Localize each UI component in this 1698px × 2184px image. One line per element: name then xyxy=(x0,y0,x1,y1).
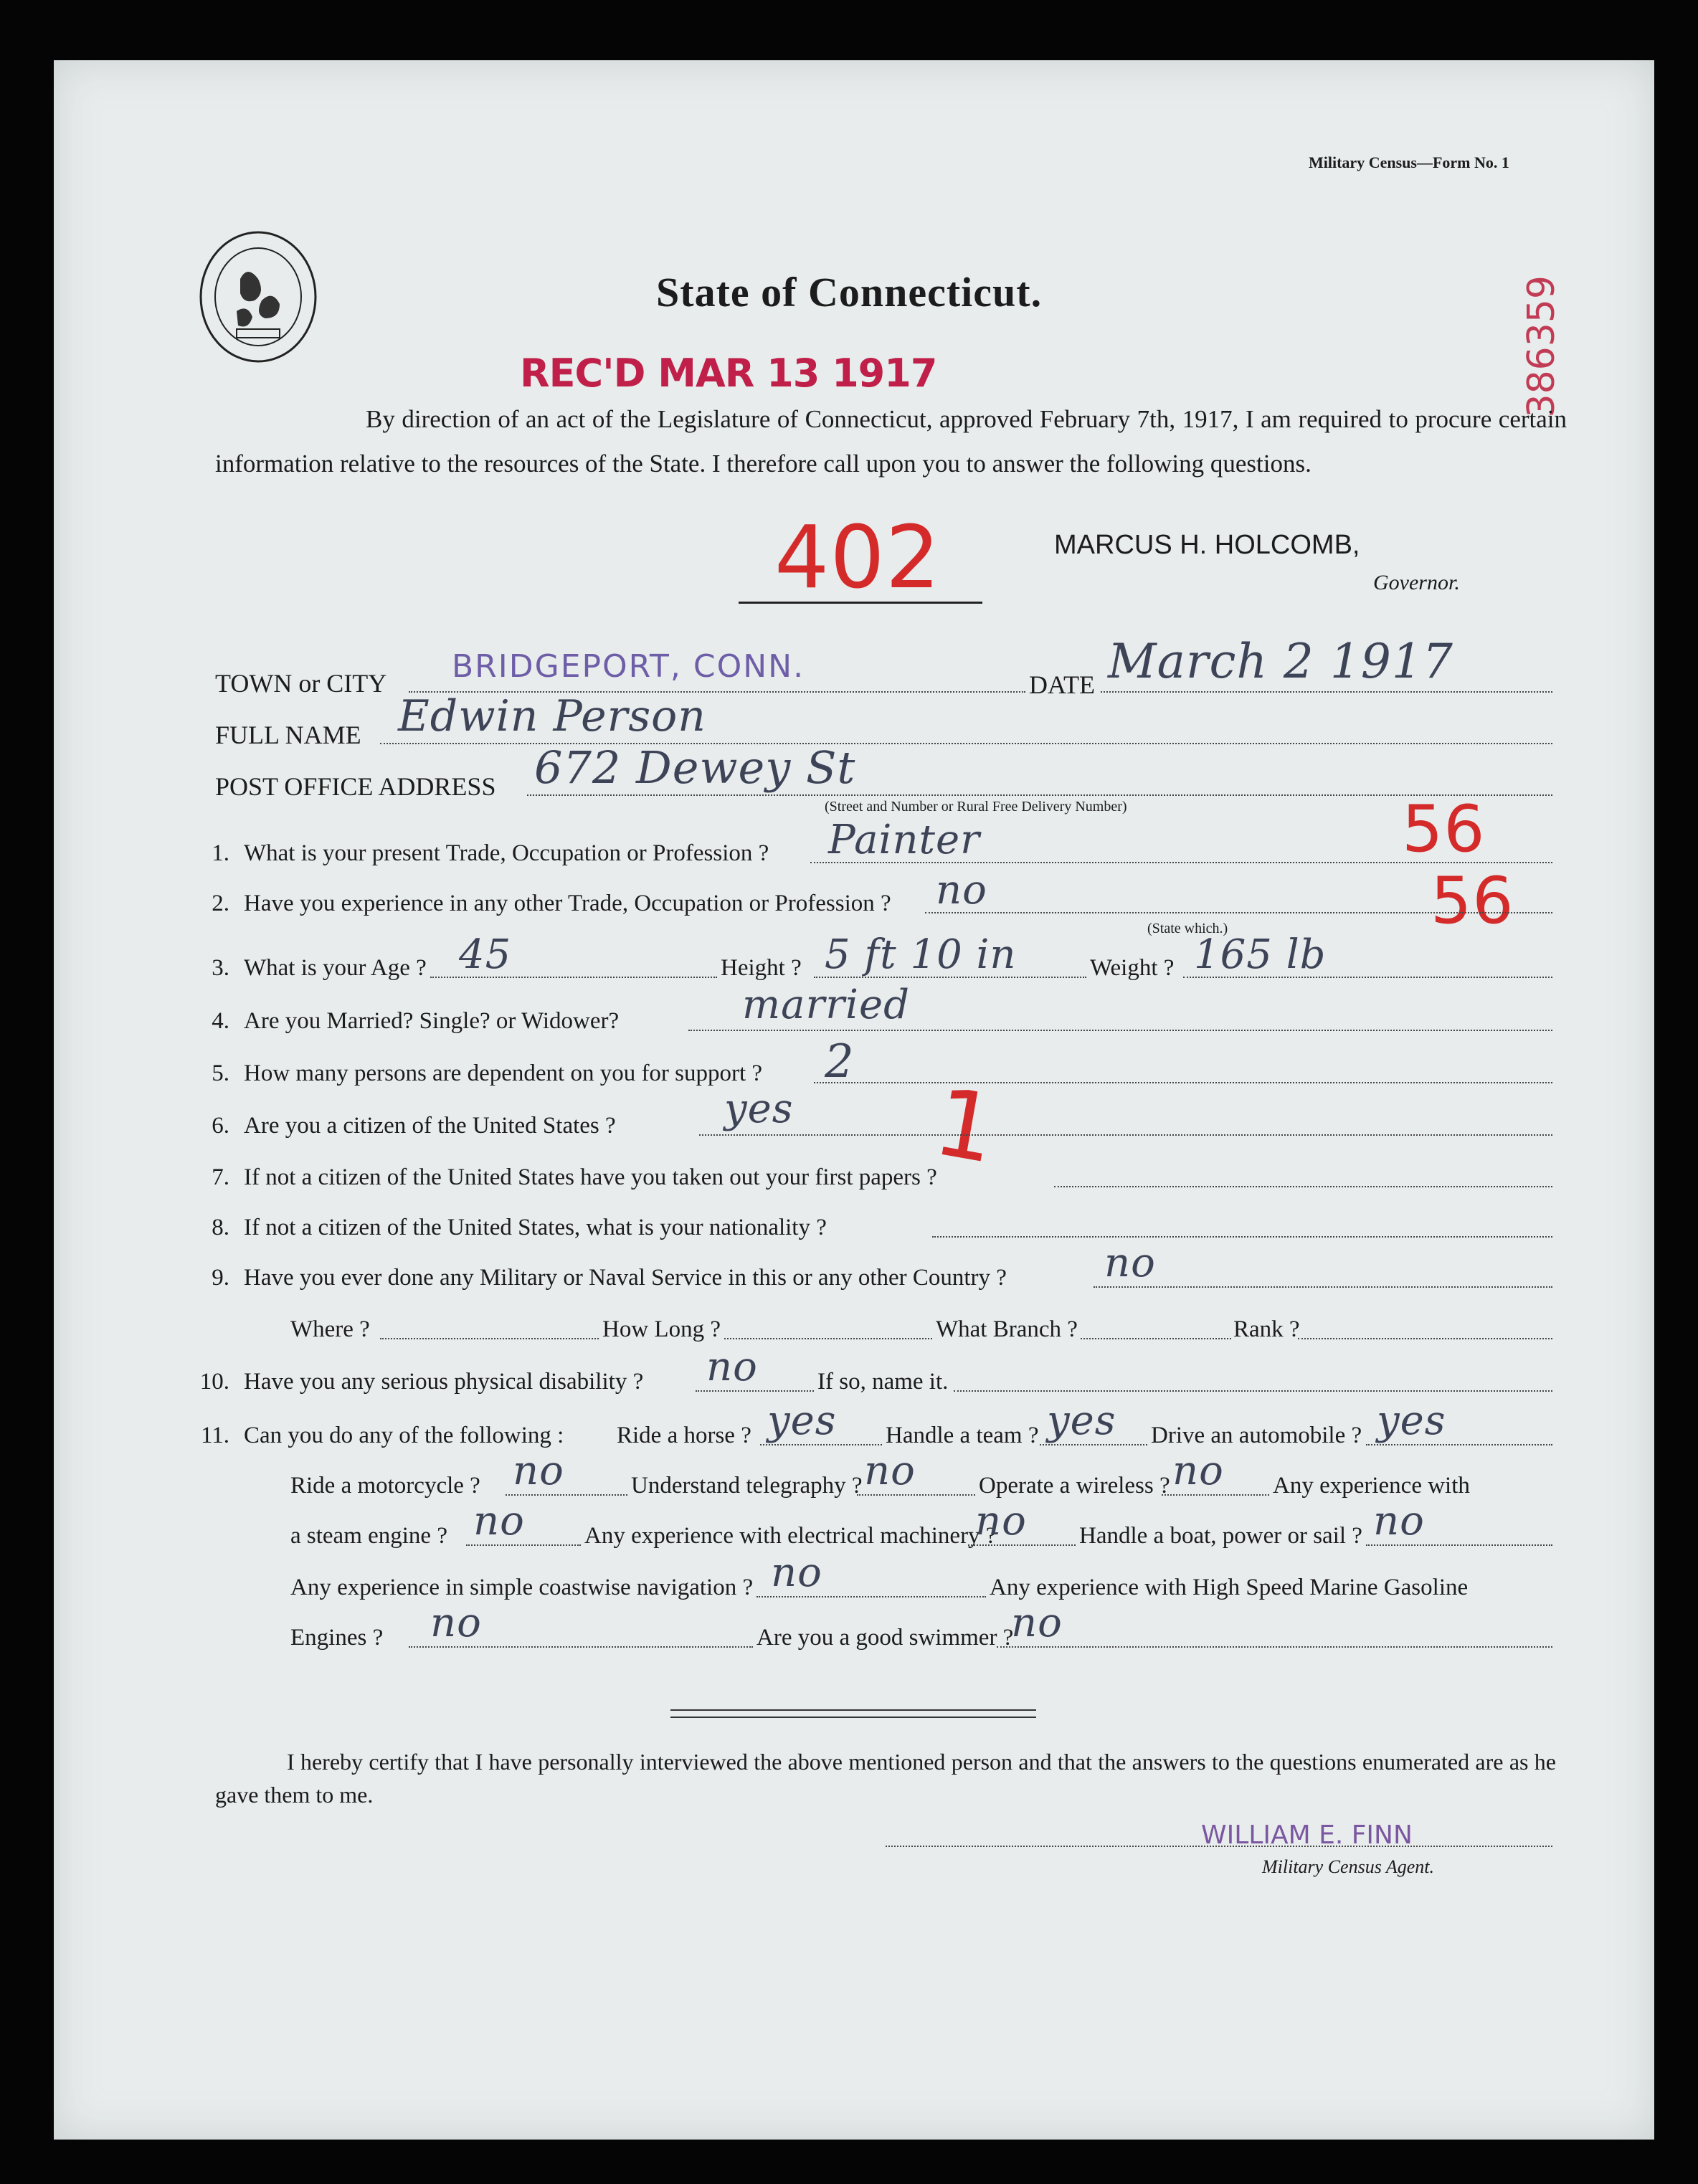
q1-number: 1. xyxy=(212,840,229,866)
q4-number: 4. xyxy=(212,1008,229,1034)
q11-navigation-line xyxy=(756,1596,986,1597)
address-label: POST OFFICE ADDRESS xyxy=(215,772,496,801)
q10-text: Have you any serious physical disability ? xyxy=(244,1369,644,1395)
q11-swimmer-line xyxy=(997,1646,1552,1648)
date-value[interactable]: March 2 1917 xyxy=(1108,634,1453,689)
received-stamp: REC'D MAR 13 1917 xyxy=(520,351,937,396)
q1-text: What is your present Trade, Occupation or Profession ? xyxy=(244,840,769,866)
intro-paragraph: By direction of an act of the Legislature of Connecticut, approved February 7th, 1917, I am required to procure certain information relative to the resources of the State. I therefore call upon you to answer the following questions. xyxy=(215,405,1567,478)
q9-how-long-line xyxy=(724,1338,932,1339)
q11-boat-answer[interactable]: no xyxy=(1373,1498,1425,1544)
q5-line xyxy=(814,1082,1552,1083)
q9-branch-label: What Branch ? xyxy=(936,1316,1078,1342)
q8-number: 8. xyxy=(212,1215,229,1240)
q11-marine-pre: Any experience with High Speed Marine Gasoline xyxy=(990,1575,1469,1600)
q1-answer[interactable]: Painter xyxy=(828,817,980,863)
q11-engines-label: Engines ? xyxy=(290,1625,384,1651)
q11-boat-label: Handle a boat, power or sail ? xyxy=(1079,1523,1362,1549)
q11-telegraphy-label: Understand telegraphy ? xyxy=(631,1473,863,1499)
q11-engines-answer[interactable]: no xyxy=(430,1600,482,1646)
q11-handle-team-answer[interactable]: yes xyxy=(1047,1397,1116,1444)
q3-weight-value[interactable]: 165 lb xyxy=(1194,931,1327,978)
q11-telegraphy-line xyxy=(857,1494,975,1496)
q11-steam-pre: Any experience with xyxy=(1273,1473,1470,1499)
q11-drive-auto-answer[interactable]: yes xyxy=(1377,1397,1446,1444)
q6-answer[interactable]: yes xyxy=(724,1086,794,1132)
q11-drive-auto-label: Drive an automobile ? xyxy=(1151,1423,1362,1448)
q11-handle-team-line xyxy=(1040,1444,1147,1445)
q9-where-label: Where ? xyxy=(290,1316,370,1342)
q11-wireless-label: Operate a wireless ? xyxy=(979,1473,1170,1499)
q4-answer[interactable]: married xyxy=(742,982,910,1028)
q3-answer[interactable]: 45 xyxy=(459,931,512,978)
q11-navigation-label: Any experience in simple coastwise navigation ? xyxy=(290,1575,754,1600)
serial-number: 386359 xyxy=(1520,275,1563,418)
address-line xyxy=(527,794,1552,796)
q3-number: 3. xyxy=(212,955,229,981)
q11-number: 11. xyxy=(200,1423,229,1448)
certification-text: I hereby certify that I have personally interviewed the above mentioned person and that the answers to the questions enumerated are as he gave them to me. xyxy=(215,1749,1556,1808)
town-label: TOWN or CITY xyxy=(215,669,387,698)
q11-ride-horse-line xyxy=(760,1444,882,1445)
underline-rule xyxy=(739,602,982,604)
q11-electrical-label: Any experience with electrical machinery ? xyxy=(584,1523,997,1549)
town-value[interactable]: BRIDGEPORT, CONN. xyxy=(452,648,805,685)
address-note: (Street and Number or Rural Free Delivery Number) xyxy=(825,799,1127,815)
q11-steam-answer[interactable]: no xyxy=(473,1498,525,1544)
q11-steam-line xyxy=(466,1544,581,1546)
q8-text: If not a citizen of the United States, what is your nationality ? xyxy=(244,1215,827,1240)
q3-height-value[interactable]: 5 ft 10 in xyxy=(825,931,1017,978)
q11-ride-moto-line xyxy=(506,1494,627,1496)
q7-line xyxy=(1054,1186,1552,1187)
form-id: Military Census—Form No. 1 xyxy=(1309,153,1509,171)
q5-number: 5. xyxy=(212,1060,229,1086)
q9-line xyxy=(1094,1286,1552,1288)
q8-line xyxy=(932,1236,1552,1238)
q3-text: What is your Age ? xyxy=(244,955,427,981)
q10-number: 10. xyxy=(199,1369,229,1395)
q6-line xyxy=(699,1134,1552,1136)
agent-title: Military Census Agent. xyxy=(1262,1856,1435,1877)
red-mark-56a: 56 xyxy=(1402,792,1486,867)
q9-rank-label: Rank ? xyxy=(1233,1316,1300,1342)
q11-navigation-answer[interactable]: no xyxy=(771,1549,822,1596)
address-value[interactable]: 672 Dewey St xyxy=(534,741,856,794)
q7-number: 7. xyxy=(212,1164,229,1190)
agent-name: WILLIAM E. FINN xyxy=(1201,1820,1413,1850)
q5-answer[interactable]: 2 xyxy=(825,1035,855,1088)
q11-electrical-line xyxy=(968,1544,1076,1546)
q9-text: Have you ever done any Military or Naval Service in this or any other Country ? xyxy=(244,1265,1007,1291)
q5-text: How many persons are dependent on you for support ? xyxy=(244,1060,763,1086)
q10-name-label: If so, name it. xyxy=(817,1369,949,1395)
date-label: DATE xyxy=(1029,670,1095,699)
q10-answer[interactable]: no xyxy=(706,1344,758,1390)
q2-answer[interactable]: no xyxy=(936,867,987,913)
q11-swimmer-answer[interactable]: no xyxy=(1011,1600,1063,1646)
q6-text: Are you a citizen of the United States ? xyxy=(244,1113,616,1139)
q9-number: 9. xyxy=(212,1265,229,1291)
q11-wireless-line xyxy=(1162,1494,1269,1496)
q11-ride-horse-label: Ride a horse ? xyxy=(617,1423,751,1448)
q11-ride-horse-answer[interactable]: yes xyxy=(767,1397,837,1444)
q11-steam-label: a steam engine ? xyxy=(290,1523,447,1549)
q2-line xyxy=(925,912,1552,913)
q10-name-line xyxy=(954,1390,1552,1392)
q4-text: Are you Married? Single? or Widower? xyxy=(244,1008,620,1034)
date-line xyxy=(1101,691,1552,693)
q11-drive-auto-line xyxy=(1366,1444,1552,1445)
q11-telegraphy-answer[interactable]: no xyxy=(864,1448,916,1494)
name-value[interactable]: Edwin Person xyxy=(398,691,706,741)
q2-note: (State which.) xyxy=(1147,921,1228,936)
q9-rank-line xyxy=(1298,1338,1552,1339)
census-form-page xyxy=(54,60,1654,2140)
state-seal xyxy=(197,229,319,365)
q11-boat-line xyxy=(1366,1544,1552,1546)
q7-text: If not a citizen of the United States have you taken out your first papers ? xyxy=(244,1164,937,1190)
form-title: State of Connecticut. xyxy=(656,269,1043,315)
q4-line xyxy=(688,1030,1552,1031)
q11-swimmer-label: Are you a good swimmer ? xyxy=(756,1625,1014,1651)
name-label: FULL NAME xyxy=(215,721,361,749)
q9-branch-line xyxy=(1081,1338,1231,1339)
red-number: 402 xyxy=(774,508,942,608)
q2-number: 2. xyxy=(212,891,229,916)
q9-answer[interactable]: no xyxy=(1104,1240,1156,1286)
q11-electrical-answer[interactable]: no xyxy=(975,1498,1027,1544)
q10-line xyxy=(696,1390,814,1392)
red-mark-1: 1 xyxy=(926,1066,1005,1185)
q11-engines-line xyxy=(409,1646,753,1648)
q11-text: Can you do any of the following : xyxy=(244,1423,564,1448)
governor-title: Governor. xyxy=(1373,571,1460,594)
q9-where-line xyxy=(380,1338,599,1339)
q9-how-long-label: How Long ? xyxy=(602,1316,721,1342)
q11-ride-moto-answer[interactable]: no xyxy=(513,1448,564,1494)
q6-number: 6. xyxy=(212,1113,229,1139)
q11-wireless-answer[interactable]: no xyxy=(1172,1448,1224,1494)
q3-height-label: Height ? xyxy=(721,955,802,981)
red-mark-56b: 56 xyxy=(1431,863,1514,939)
governor-name: MARCUS H. HOLCOMB, xyxy=(1054,530,1360,560)
section-divider xyxy=(670,1709,1036,1718)
q11-ride-moto-label: Ride a motorcycle ? xyxy=(290,1473,480,1499)
q2-text: Have you experience in any other Trade, Occupation or Profession ? xyxy=(244,891,891,916)
q11-handle-team-label: Handle a team ? xyxy=(886,1423,1039,1448)
q3-weight-label: Weight ? xyxy=(1090,955,1175,981)
